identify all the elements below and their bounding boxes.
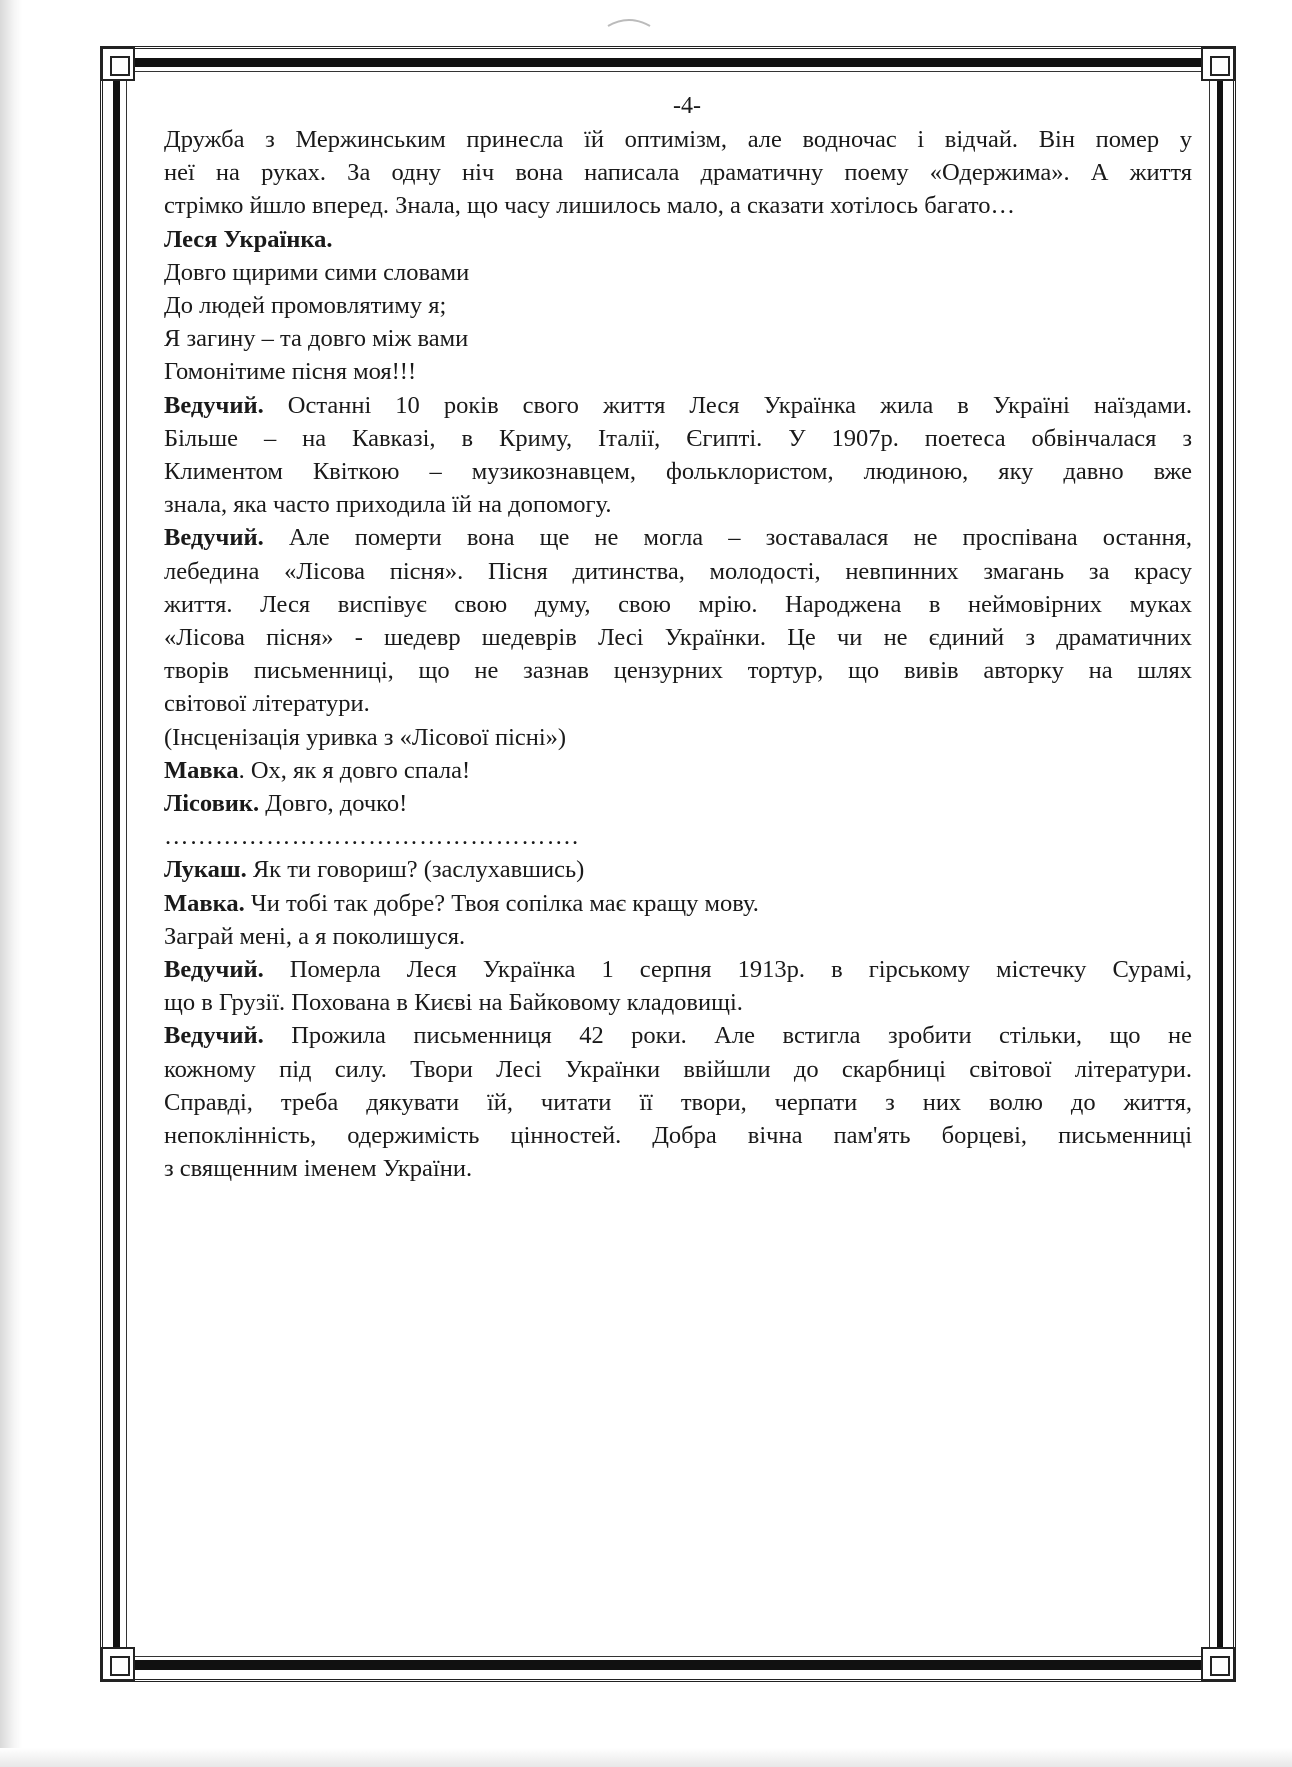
speaker-name: Ведучий. [164, 1022, 264, 1050]
poem-line: Довго щирими сими словами [164, 258, 470, 286]
text-line: життя. Леся виспівує свою думу, свою мрію. Народжена в неймовірних муках [164, 590, 1192, 618]
page-content [164, 90, 1192, 1186]
text-line [164, 953, 1192, 986]
dialogue-text: Довго, дочко! [259, 790, 408, 818]
speaker-name: Ведучий. [164, 391, 264, 419]
text-line: Більше – на Кавказі, в Криму, Італії, Єгипті. У 1907р. поетеса обвінчалася з [164, 424, 1192, 452]
page-number: -4- [673, 93, 701, 119]
scan-shadow-left [0, 0, 22, 1767]
dialogue-line [164, 754, 1192, 787]
stage-note: (Інсценізація уривка з «Лісової пісні») [164, 723, 567, 751]
speaker-name: Ведучий. [164, 956, 264, 984]
dialogue-text: Чи тобі так добре? Твоя сопілка має кращу мову. [244, 889, 759, 917]
text-line: «Лісова пісня» - шедевр шедеврів Лесі Українки. Це чи не єдиний з драматичних [164, 624, 1192, 652]
scan-shadow-bottom [0, 1748, 1292, 1767]
dialogue-line [164, 887, 1192, 920]
text-line: знала, яка часто приходила їй на допомогу. [164, 491, 612, 519]
host-paragraph-4 [164, 1019, 1192, 1185]
text-line: Дружба з Мержинським принесла їй оптимізм, але водночас і відчай. Він помер у [164, 126, 1192, 153]
corner-ornament-icon [101, 1647, 135, 1681]
text-line: творів письменниці, що не зазнав цензурних тортур, що вивів авторку на шлях [164, 657, 1192, 685]
text-line: кожному під силу. Твори Лесі Українки ввійшли до скарбниці світової літератури. [164, 1055, 1192, 1083]
text-line [164, 389, 1192, 422]
text-line [164, 521, 1192, 554]
speaker-name: Лукаш. [164, 856, 247, 884]
poem-line: Я загину – та довго між вами [164, 325, 469, 353]
speaker-name: Мавка. [164, 889, 245, 917]
dialogue-line [164, 853, 1192, 886]
poem-line: Гомонітиме пісня моя!!! [164, 358, 417, 386]
host-paragraph-3 [164, 953, 1192, 1019]
dialogue-line [164, 787, 1192, 820]
text-line: неї на руках. За одну ніч вона написала драматичну поему «Одержима». А життя [164, 159, 1192, 187]
intro-paragraph [164, 123, 1192, 223]
speaker-name: Леся Українка. [164, 225, 333, 253]
host-paragraph-2 [164, 521, 1192, 720]
text-line: з священним іменем України. [164, 1155, 473, 1183]
text-line-content: Прожила письменниця 42 роки. Але встигла зробити стільки, що не [291, 1022, 1193, 1050]
text-line-content: Але померти вона ще не могла – зоставалася не проспівана остання, [288, 524, 1192, 552]
text-line: Справді, треба дякувати їй, читати її твори, черпати з них волю до життя, [164, 1088, 1192, 1116]
speaker-name: Ведучий. [164, 524, 264, 552]
speaker-name: Лісовик. [164, 790, 260, 818]
speaker-name: Мавка [164, 756, 239, 784]
text-line [164, 1019, 1192, 1052]
dialogue-line: Заграй мені, а я поколишуся. [164, 922, 466, 950]
ellipsis-line: …………………………………………. [164, 823, 580, 851]
corner-ornament-icon [1201, 1647, 1235, 1681]
host-paragraph-1 [164, 389, 1192, 522]
text-line: лебедина «Лісова пісня». Пісня дитинства, молодості, невпинних змагань за красу [164, 557, 1192, 585]
text-line: що в Грузії. Похована в Києві на Байковому кладовищі. [164, 989, 743, 1017]
staple-mark-icon [606, 16, 652, 30]
text-line: Климентом Квіткою – музикознавцем, фольклористом, людиною, яку давно вже [164, 458, 1192, 486]
text-line-content: Померла Леся Українка 1 серпня 1913р. в гірському містечку Сурамі, [289, 956, 1192, 984]
corner-ornament-icon [1201, 47, 1235, 81]
text-line: непоклінність, одержимість цінностей. Добра вічна пам'ять борцеві, письменниці [164, 1122, 1192, 1150]
text-line: світової літератури. [164, 690, 370, 718]
dialogue-text: Як ти говориш? (заслухавшись) [246, 856, 585, 884]
corner-ornament-icon [101, 47, 135, 81]
text-line-content: Останні 10 років свого життя Леся Українка жила в Україні наїздами. [287, 391, 1193, 419]
dialogue-text: . Ох, як я довго спала! [238, 756, 471, 784]
text-line: стрімко йшло вперед. Знала, що часу лишилось мало, а сказати хотілось багато… [164, 192, 1015, 220]
poem-line: До людей промовлятиму я; [164, 292, 447, 320]
poem-block [164, 223, 1192, 389]
